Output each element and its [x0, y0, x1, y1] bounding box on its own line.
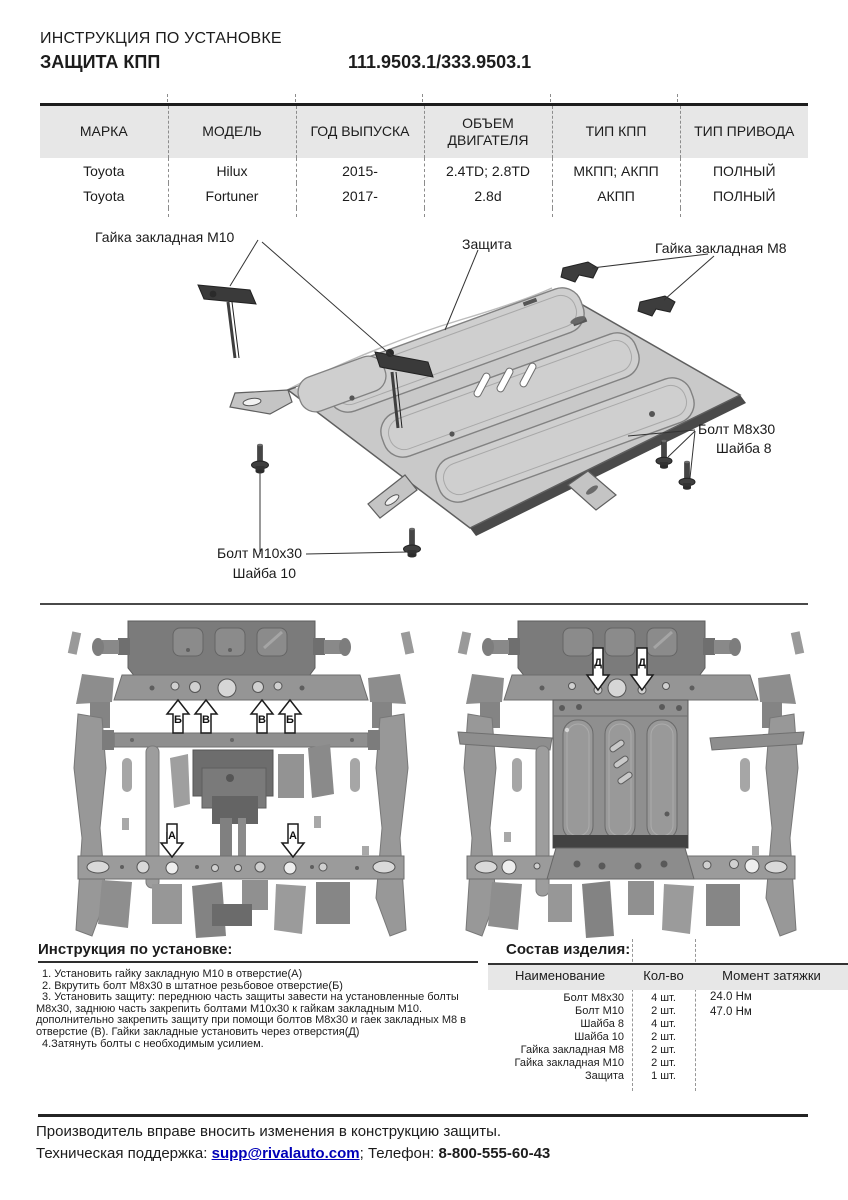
cell-engine: 2.4TD; 2.8TD [424, 158, 552, 183]
part-qty: 4 шт. [651, 992, 676, 1004]
part-name: Шайба 10 [574, 1031, 624, 1043]
cell-year: 2015- [296, 158, 424, 183]
col-header-drive: ТИП ПРИВОДА [680, 105, 808, 159]
arrow-letter: В [258, 714, 266, 726]
footer-support-line [36, 1145, 550, 1162]
part-qty: 2 шт. [651, 1005, 676, 1017]
table-row [40, 183, 808, 208]
cell-model: Fortuner [168, 183, 296, 208]
instruction-step: 4.Затянуть болты с необходимым усилием. [42, 1037, 264, 1050]
part-name: Шайба 8 [580, 1018, 624, 1030]
table-tick [295, 94, 296, 102]
col-header-model: МОДЕЛЬ [168, 105, 296, 159]
table-tick [422, 94, 423, 102]
table-tick [550, 94, 551, 102]
parts-header-row [488, 963, 848, 990]
instructions-title: Инструкция по установке: [38, 941, 233, 958]
part-name: Защита [585, 1070, 624, 1082]
phone-label: Телефон: [367, 1145, 439, 1162]
bolt-m8-2 [679, 461, 695, 490]
section-divider [40, 603, 808, 605]
table-row [40, 158, 808, 183]
support-email-link[interactable]: supp@rivalauto.com [211, 1145, 360, 1162]
cell-gearbox: АКПП [552, 183, 680, 208]
col-header-torque: Момент затяжки [722, 968, 821, 983]
parts-table [488, 935, 848, 1095]
cell-gearbox: МКПП; АКПП [552, 158, 680, 183]
arrow-letter: Д [594, 657, 602, 669]
part-name: Гайка закладная М8 [520, 1044, 624, 1056]
cell-drive: ПОЛНЫЙ [712, 162, 776, 179]
underbody-structure [68, 621, 414, 938]
label-nut-m8: Гайка закладная М8 [655, 240, 787, 256]
col-header-name: Наименование [514, 968, 606, 983]
underbody-photo-right [452, 618, 810, 943]
cell-year: 2017- [296, 183, 424, 208]
label-washer-10: Шайба 10 [232, 565, 296, 581]
col-header-gearbox: ТИП КПП [552, 105, 680, 159]
label-bolt-m10: Болт М10х30 [217, 545, 302, 561]
cell-engine: 2.8d [424, 183, 552, 208]
instruction-step: 1. Установить гайку закладную М10 в отверстие(А) [42, 968, 303, 980]
vehicle-table-header-row [40, 105, 808, 159]
underbody-photo-left [62, 618, 420, 943]
cell-brand: Toyota [40, 183, 168, 208]
col-header-qty: Кол-во [643, 968, 684, 983]
part-qty: 1 шт. [651, 1070, 676, 1082]
support-label: Техническая поддержка: [36, 1145, 212, 1162]
t-nut-m10-left [198, 285, 256, 358]
footer-disclaimer: Производитель вправе вносить изменения в конструкцию защиты. [36, 1123, 502, 1140]
label-shield: Защита [462, 236, 512, 252]
cell-drive: ПОЛНЫЙ [712, 187, 776, 204]
cell-model: Hilux [168, 158, 296, 183]
part-qty: 2 шт. [651, 1031, 676, 1043]
installed-shield [547, 700, 694, 879]
cell-brand: Toyota [40, 158, 168, 183]
instructions-underline [38, 961, 478, 963]
instruction-step: 2. Вкрутить болт М8х30 в штатное резьбовое отверстие(Б) [42, 979, 343, 992]
col-header-brand: МАРКА [40, 105, 168, 159]
separator: ; [359, 1145, 368, 1162]
clamp-nut-m8-2 [638, 296, 675, 316]
part-name: Болт М10 [574, 1005, 624, 1017]
part-torque: 47.0 Нм [710, 1006, 752, 1018]
part-qty: 2 шт. [651, 1044, 676, 1056]
column-divider [695, 939, 696, 1091]
part-name: Болт М8х30 [563, 992, 624, 1004]
bolt-m10-2 [404, 528, 421, 558]
arrow-letter: А [168, 830, 176, 842]
arrow-letter: Б [286, 714, 294, 726]
instruction-step: 3. Установить защиту: переднюю часть защиты завести на установленные болты М8х30, заднюю часть закрепить болтами М10х30 к гайкам закладным М10. дополнительно закрепить защиту при помощи болтов М8х30 и гаек закладных М8 в отверстие (В). Гайки закладные установить через отверстия(Д) [36, 991, 467, 1038]
bolt-m10-1 [252, 444, 269, 474]
col-header-engine: ОБЪЕМ ДВИГАТЕЛЯ [424, 105, 552, 159]
part-numbers: 111.9503.1/333.9503.1 [348, 52, 532, 72]
doc-type-title: ИНСТРУКЦИЯ ПО УСТАНОВКЕ [40, 30, 282, 47]
clamp-nut-m8-1 [561, 262, 598, 282]
table-row-spacer [40, 208, 808, 217]
support-phone: 8-800-555-60-43 [438, 1145, 551, 1162]
arrow-letter: Б [174, 714, 182, 726]
vehicle-table [40, 103, 808, 217]
table-tick [677, 94, 678, 102]
underbody-structure [458, 621, 804, 938]
label-washer-8: Шайба 8 [716, 440, 772, 456]
arrow-letter: А [289, 830, 297, 842]
arrow-letter: Д [638, 657, 646, 669]
shield-plate [230, 282, 740, 528]
part-qty: 2 шт. [651, 1057, 676, 1069]
parts-title: Состав изделия: [506, 941, 631, 958]
part-qty: 4 шт. [651, 1018, 676, 1030]
exploded-diagram [40, 222, 808, 600]
label-nut-m10: Гайка закладная М10 [95, 229, 235, 245]
part-name: Гайка закладная М10 [514, 1057, 624, 1069]
instructions-list [36, 969, 486, 1050]
table-tick [167, 94, 168, 102]
part-torque: 24.0 Нм [710, 991, 752, 1003]
col-header-year: ГОД ВЫПУСКА [296, 105, 424, 159]
footer-divider [38, 1114, 808, 1117]
product-title: ЗАЩИТА КПП [40, 52, 161, 72]
arrow-letter: В [202, 714, 210, 726]
label-bolt-m8: Болт М8х30 [698, 421, 776, 437]
